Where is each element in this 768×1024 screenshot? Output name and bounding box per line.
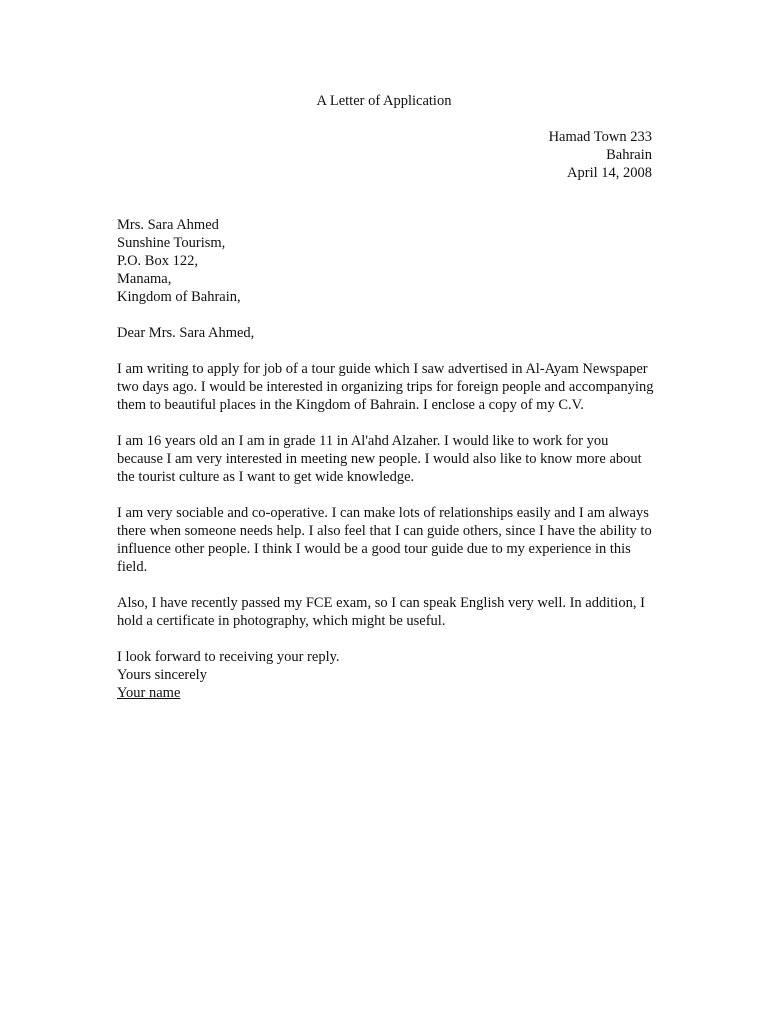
paragraph-2: I am 16 years old an I am in grade 11 in Al'ahd Alzaher. I would like to work for you because I am very interested in meeting new people. I would also like to know more about the tourist culture as I want to get wide knowledge. [117, 433, 642, 485]
paragraph-1: I am writing to apply for job of a tour guide which I saw advertised in Al-Ayam Newspaper two days ago. I would be interested in organizing trips for foreign people and accompanying them to beautiful places in the Kingdom of Bahrain. I enclose a copy of my C.V. [117, 361, 654, 413]
closing-line: I look forward to receiving your reply. [117, 649, 340, 665]
recipient-name: Mrs. Sara Ahmed [117, 217, 219, 233]
letter-body [117, 216, 657, 702]
sender-address-block [549, 128, 652, 182]
recipient-company: Sunshine Tourism, [117, 235, 226, 251]
recipient-po-box: P.O. Box 122, [117, 253, 198, 269]
paragraph-3: I am very sociable and co-operative. I can make lots of relationships easily and I am always there when someone needs help. I also feel that I can guide others, since I have the ability to influence other people. I think I would be a good tour guide due to my experience in this field. [117, 505, 652, 575]
paragraph-4: Also, I have recently passed my FCE exam, so I can speak English very well. In addition, I hold a certificate in photography, which might be useful. [117, 595, 645, 629]
recipient-address-block [117, 216, 657, 306]
sender-address-line: Hamad Town 233 [548, 129, 652, 145]
closing-block [117, 648, 657, 702]
recipient-city: Manama, [117, 271, 172, 287]
valediction: Yours sincerely [117, 667, 207, 683]
salutation: Dear Mrs. Sara Ahmed, [117, 325, 255, 341]
signature-name: Your name [117, 685, 181, 701]
sender-country: Bahrain [606, 147, 652, 163]
recipient-country: Kingdom of Bahrain, [117, 289, 241, 305]
document-title: A Letter of Application [316, 93, 452, 109]
letter-date: April 14, 2008 [567, 165, 652, 181]
